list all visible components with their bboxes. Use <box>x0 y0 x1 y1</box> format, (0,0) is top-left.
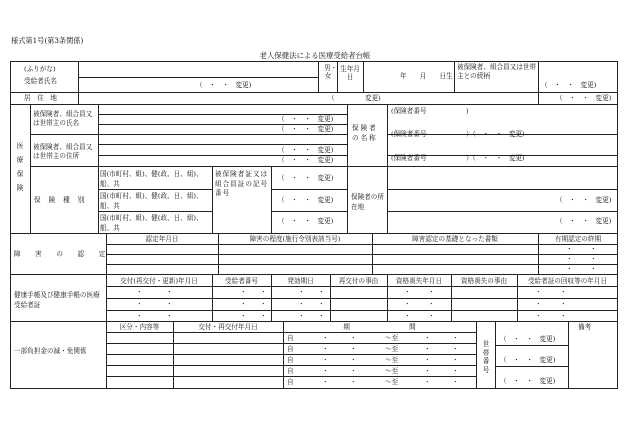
period-cell: ～至 <box>385 356 399 364</box>
disability-header: 認定年月日 <box>145 235 179 243</box>
change-note: （ ・ ・ 変更) <box>278 125 334 133</box>
insured-name-label: 被保険者、組合員又は世帯主の氏名 <box>33 110 93 127</box>
change-note: （ ・ ・ 変更) <box>500 335 556 343</box>
disability-header: 障害認定の基礎となった書類 <box>412 235 498 243</box>
change-note: （ ・ ・ 変更) <box>278 146 334 154</box>
period-cell: ・ <box>452 378 459 386</box>
residence-label: 居 住 地 <box>24 94 57 102</box>
date-dot: ・ <box>560 288 567 296</box>
period-cell: ・ <box>452 345 459 353</box>
date-dot: ・ <box>428 312 435 320</box>
cert-number-label: 被保険者証又は組合員証の記号番号 <box>215 170 269 198</box>
certificate-header: 交付(再交付・更新)年月日 <box>120 277 198 285</box>
period-cell: ・ <box>424 334 431 342</box>
form-number: 様式第1号(第3条関係) <box>11 36 84 45</box>
date-dot: ・ <box>260 288 267 296</box>
burden-header: 交付・再交付年月日 <box>198 323 258 331</box>
date-dot: ・ <box>240 300 247 308</box>
period-cell: ～至 <box>385 367 399 375</box>
insurer-number-change: ）（ ・ ・ 変更) <box>466 130 525 138</box>
date-dot: ・ <box>166 300 173 308</box>
burden-label: 一部負担金の減・免関係 <box>14 347 87 355</box>
date-dot: ・ <box>535 312 542 320</box>
period-cell: ・ <box>322 345 329 353</box>
recipient-name-label: 受給者氏名 <box>24 77 57 85</box>
date-dot: ・ <box>404 312 411 320</box>
certificate-header: 資格喪失の事由 <box>460 277 508 285</box>
dot: ・ <box>566 265 573 273</box>
date-dot: ・ <box>560 312 567 320</box>
insurer-number-label: (保険者番号 <box>391 107 427 115</box>
period-cell: ・ <box>350 367 357 375</box>
period-cell: 自 <box>287 367 294 375</box>
insured-address-label: 被保険者、組合員又は世帯主の住所 <box>33 143 93 160</box>
dot: ・ <box>566 245 573 253</box>
period-cell: ・ <box>322 356 329 364</box>
change-note: （ ・ ・ 変更) <box>500 356 556 364</box>
household-number-label: 世帯番号 <box>482 340 490 374</box>
birth-date-field[interactable]: 年 月 日生 <box>400 72 453 80</box>
page-title: 老人保健法による医療受給者台帳 <box>259 51 371 60</box>
date-dot: ・ <box>428 288 435 296</box>
disability-header: 障害の程度(施行令別表該当号) <box>249 235 341 243</box>
burden-header: 期 間 <box>343 323 416 331</box>
date-dot: ・ <box>298 300 305 308</box>
date-dot: ・ <box>428 300 435 308</box>
birth-label: 生年月日 <box>340 65 360 81</box>
change-note: （ ・ ・ 変更) <box>278 217 334 225</box>
date-dot: ・ <box>136 312 143 320</box>
name-change-note: （ ・ ・ 変更) <box>196 81 252 89</box>
certificate-header: 再交付の事由 <box>338 277 379 285</box>
date-dot: ・ <box>318 312 325 320</box>
change-note: （ ・ ・ 変更) <box>278 196 334 204</box>
change-note: （ ・ ・ 変更) <box>278 174 334 182</box>
disability-header: 有期認定の終期 <box>554 235 602 243</box>
date-dot: ・ <box>404 288 411 296</box>
dot: ・ <box>590 245 597 253</box>
dot: ・ <box>566 255 573 263</box>
insurer-address-label: 保険者の所在地 <box>351 193 384 211</box>
change-note: （ ・ ・ 変更) <box>278 115 334 123</box>
insurance-type-option[interactable]: 国(市町村、組)、健(政、日、組)、船、共 <box>100 214 203 232</box>
date-dot: ・ <box>318 288 325 296</box>
period-cell: ～至 <box>385 334 399 342</box>
period-cell: ・ <box>322 334 329 342</box>
date-dot: ・ <box>260 300 267 308</box>
period-cell: ・ <box>424 367 431 375</box>
period-cell: 自 <box>287 378 294 386</box>
period-cell: ～至 <box>385 378 399 386</box>
certificate-header: 資格喪失年月日 <box>395 277 443 285</box>
date-dot: ・ <box>166 312 173 320</box>
period-cell: ・ <box>452 367 459 375</box>
period-cell: ・ <box>322 367 329 375</box>
change-note: （ ・ ・ 変更) <box>556 217 612 225</box>
period-cell: ～至 <box>385 345 399 353</box>
period-cell: ・ <box>424 356 431 364</box>
period-cell: ・ <box>452 334 459 342</box>
certificate-header: 発効期日 <box>287 277 314 285</box>
date-dot: ・ <box>404 300 411 308</box>
insurer-number-label: (保険者番号 <box>391 154 427 162</box>
relation-change-note: （ ・ ・ 変更) <box>541 81 597 89</box>
insurer-name-label: 保険者の名称 <box>352 124 378 142</box>
change-note: （ ・ ・ 変更) <box>556 196 612 204</box>
date-dot: ・ <box>535 300 542 308</box>
dot: ・ <box>590 255 597 263</box>
period-cell: ・ <box>350 356 357 364</box>
period-cell: ・ <box>350 334 357 342</box>
date-dot: ・ <box>318 300 325 308</box>
furigana-label: (ふりがな) <box>24 65 56 73</box>
insurance-type-option[interactable]: 国(市町村、組)、健(政、日、組)、船、共 <box>100 192 203 210</box>
insurance-type-option[interactable]: 国(市町村、組)、健(政、日、組)、船、共 <box>100 170 203 188</box>
period-cell: ・ <box>452 356 459 364</box>
period-cell: ・ <box>424 378 431 386</box>
date-dot: ・ <box>298 312 305 320</box>
dot: ・ <box>590 265 597 273</box>
residence-date-change: （ ・ ・ 変更) <box>556 94 612 102</box>
certificate-header: 受給者証の回収等の年月日 <box>527 277 608 285</box>
date-dot: ・ <box>260 312 267 320</box>
date-dot: ・ <box>166 288 173 296</box>
disability-label: 障 害 の 認 定 <box>14 250 110 258</box>
burden-header: 区分・内容等 <box>119 323 160 331</box>
insurance-type-label: 保険種別 <box>34 196 93 204</box>
residence-paren: （ <box>328 94 335 102</box>
period-cell: ・ <box>322 378 329 386</box>
note-label: 備考 <box>578 323 592 331</box>
period-cell: ・ <box>350 345 357 353</box>
relation-label: 被保険者、組合員又は世帯主との続柄 <box>457 63 537 80</box>
residence-change: 変更) <box>365 94 381 102</box>
period-cell: 自 <box>287 345 294 353</box>
period-cell: 自 <box>287 356 294 364</box>
insurer-number-close: ) <box>466 107 469 115</box>
date-dot: ・ <box>136 288 143 296</box>
date-dot: ・ <box>240 312 247 320</box>
certificate-header: 受給者番号 <box>225 277 258 285</box>
certificate-label: 健康手帳及び健康手帳の医療受給者証 <box>14 291 100 309</box>
date-dot: ・ <box>535 288 542 296</box>
date-dot: ・ <box>240 288 247 296</box>
date-dot: ・ <box>298 288 305 296</box>
period-cell: 自 <box>287 334 294 342</box>
period-cell: ・ <box>350 378 357 386</box>
change-note: （ ・ ・ 変更) <box>500 377 556 385</box>
insurer-number-label: (保険者番号 <box>391 130 427 138</box>
sex-label: 男・女 <box>324 64 338 80</box>
date-dot: ・ <box>560 300 567 308</box>
date-dot: ・ <box>136 300 143 308</box>
change-note: （ ・ ・ 変更) <box>278 156 334 164</box>
period-cell: ・ <box>424 345 431 353</box>
insurer-number-change: ）（ ・ ・ 変更) <box>466 154 525 162</box>
medical-insurance-label: 医療保険 <box>16 142 24 192</box>
